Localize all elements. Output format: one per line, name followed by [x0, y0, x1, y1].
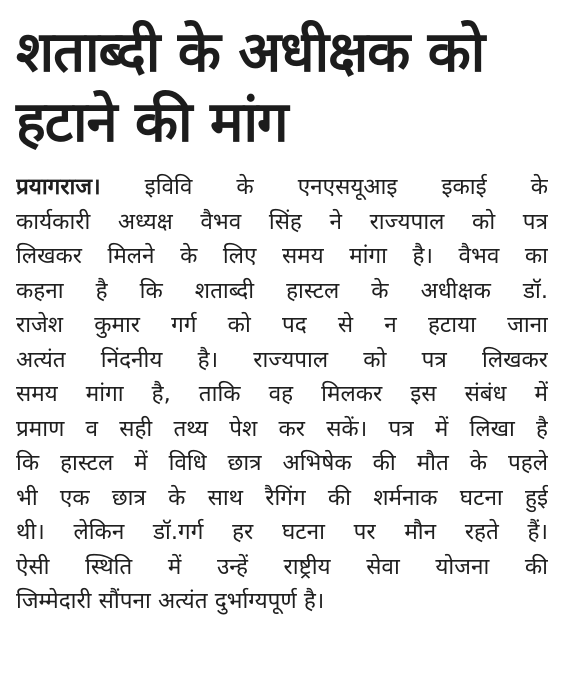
headline: [16, 18, 548, 158]
headline-line-2: हटाने की मांग: [16, 90, 288, 155]
body-line-7: समय मांगा है, ताकि वह मिलकर इस संबंध में: [16, 381, 548, 407]
dateline: प्रयागराज।: [16, 174, 101, 200]
body-line-5: राजेश कुमार गर्ग को पद से न हटाया जाना: [16, 312, 548, 338]
body-line-11: थी। लेकिन डॉ.गर्ग हर घटना पर मौन रहते हैं।: [16, 519, 548, 545]
body-line-8: प्रमाण व सही तथ्य पेश कर सकें। पत्र में लिखा है: [16, 415, 548, 442]
body-line-3: लिखकर मिलने के लिए समय मांगा है। वैभव का: [16, 243, 548, 269]
body-line-2: कार्यकारी अध्यक्ष वैभव सिंह ने राज्यपाल को पत्र: [16, 208, 548, 235]
body-line-4: कहना है कि शताब्दी हास्टल के अधीक्षक डॉ.: [16, 277, 548, 304]
body-line-12: ऐसी स्थिति में उन्हें राष्ट्रीय सेवा योजना की: [16, 553, 548, 580]
body-line-10: भी एक छात्र के साथ रैगिंग की शर्मनाक घटना हुई: [16, 484, 548, 511]
body-line-9: कि हास्टल में विधि छात्र अभिषेक की मौत के पहले: [16, 450, 548, 476]
body-line-1-text: इविवि के एनएसयूआइ इकाई के: [144, 174, 548, 200]
body-line-6: अत्यंत निंदनीय है। राज्यपाल को पत्र लिखकर: [16, 346, 548, 373]
body-line-13: जिम्मेदारी सौंपना अत्यंत दुर्भाग्यपूर्ण है।: [16, 588, 325, 614]
body-line-1: [16, 170, 548, 205]
article-body: [16, 170, 548, 619]
headline-line-1: शताब्दी के अधीक्षक को: [16, 20, 485, 85]
